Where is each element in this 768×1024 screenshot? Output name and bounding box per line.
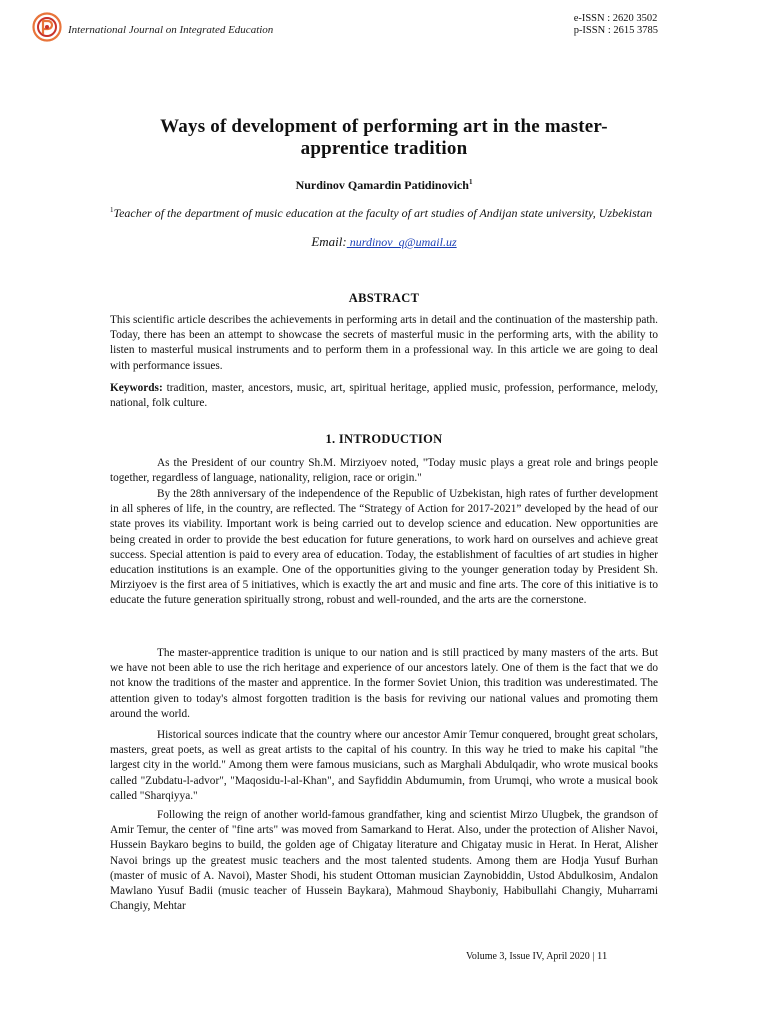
article-title <box>100 116 668 160</box>
footer-volume: Volume 3, Issue IV, April 2020 | <box>466 951 597 962</box>
intro-paragraph: As the President of our country Sh.M. Mirziyoev noted, "Today music plays a great role and brings people together, regardless of language, nationality, religion, race or origin." <box>110 457 658 485</box>
page-footer <box>466 950 686 962</box>
eissn: e-ISSN : 2620 3502 <box>573 13 658 24</box>
journal-name: International Journal on Integrated Education <box>68 24 274 36</box>
affiliation-sup: 1 <box>110 206 114 214</box>
title-line-1: Ways of development of performing art in the master- <box>160 116 608 137</box>
title-line-2: apprentice tradition <box>300 138 468 159</box>
keywords-label: Keywords: <box>110 382 163 394</box>
author-name: Nurdinov Qamardin Patidinovich <box>295 178 469 192</box>
email-label: Email: <box>311 234 347 249</box>
email-line <box>110 234 658 250</box>
affiliation-text: Teacher of the department of music education at the faculty of art studies of Andijan state university, Uzbekistan <box>113 206 653 220</box>
abstract-heading: ABSTRACT <box>348 291 420 305</box>
page-number: 11 <box>596 950 608 962</box>
issn-block <box>574 13 658 37</box>
keywords <box>110 381 658 411</box>
affiliation <box>110 203 658 220</box>
introduction-heading: 1. INTRODUCTION <box>325 432 443 446</box>
intro-paragraph: Following the reign of another world-famous grandfather, king and scientist Mirzo Ulugbek, the grandson of Amir Temur, the center of "fine arts" was moved from Samarkand to Herat. Also, under the protection of Alisher Navoi, Hussein Baykaro begins to build, the golden age of Chigatay literature and Chigatay music in Herat. In Herat, Alisher Navoi brings up the greatest music teachers and the most talented students. Among them are Hodja Yusuf Burhan (master of music of A. Navoi), Master Shodi, his student Ottoman musician Zaynobiddin, Ustod Abdulkosim, Andalon Mawlano Yusuf Badii (music teacher of Hussein Baykara), Mahmoud Shayboniy, Habibullahi Changiy, Muharrami Changiy, Mehtar <box>110 809 658 913</box>
abstract-text: This scientific article describes the achievements in performing arts in detail and the continuation of the mastership path. Today, there has been an attempt to showcase the secrets of masterful music in the performing arts, with the ability to listen to masterful musical instruments and to perform them in a professional way. In this article we are going to deal with performance issues. <box>110 314 658 372</box>
author-sup: 1 <box>468 178 473 186</box>
email-link[interactable]: nurdinov_q@umail.uz <box>346 235 457 249</box>
intro-paragraph: Historical sources indicate that the country where our ancestor Amir Temur conquered, brought great scholars, masters, great poets, as well as great artists to the capital of his country. In this way he tried to make his capital "the largest city in the world." Among them were famous musicians, such as Marghali Abdulqadir, who wrote musical books called "Zubdatu-l-advor", "Maqosidu-l-al-Khan", and Sayfiddin Abdumumin, from Urumqi, who wrote a musical book called "Sharqiyya." <box>110 729 658 802</box>
page-header <box>30 8 740 48</box>
author-line <box>100 178 668 193</box>
journal-logo-icon <box>32 12 62 42</box>
pissn: p-ISSN : 2615 3785 <box>573 25 658 36</box>
keywords-text: tradition, master, ancestors, music, art, spiritual heritage, applied music, profession, performance, melody, national, folk culture. <box>110 382 658 410</box>
intro-paragraph: By the 28th anniversary of the independence of the Republic of Uzbekistan, high rates of further development in all spheres of life, in the country, are reflected. The “Strategy of Action for 2017-2021” developed by the head of our state proves its viability. Important work is being carried out to develop science and education. New opportunities are being created in order to provide the best education for future generations, to work hard on ourselves and achieve great success. Special attention is paid to every area of education. Today, the establishment of faculties of art studies in higher education institutions is an example. One of the opportunities giving to the younger generation today by President Sh. Mirziyoev is the first area of 5 initiatives, which is exactly the art and music and fine arts. The core of this initiative is to educate the future generation spiritually strong, robust and well-rounded, and the arts are the cornerstone. <box>110 488 658 607</box>
intro-paragraph: The master-apprentice tradition is unique to our nation and is still practiced by many masters of the arts. But we have not been able to use the rich heritage and experience of our ancestors lately. One of them is the fact that we do not know the traditions of the master and apprentice. In the former Soviet Union, this tradition was underestimated. The attention given to today's almost forgotten tradition is the basis for reviving our national values and promoting them around the world. <box>110 647 658 720</box>
